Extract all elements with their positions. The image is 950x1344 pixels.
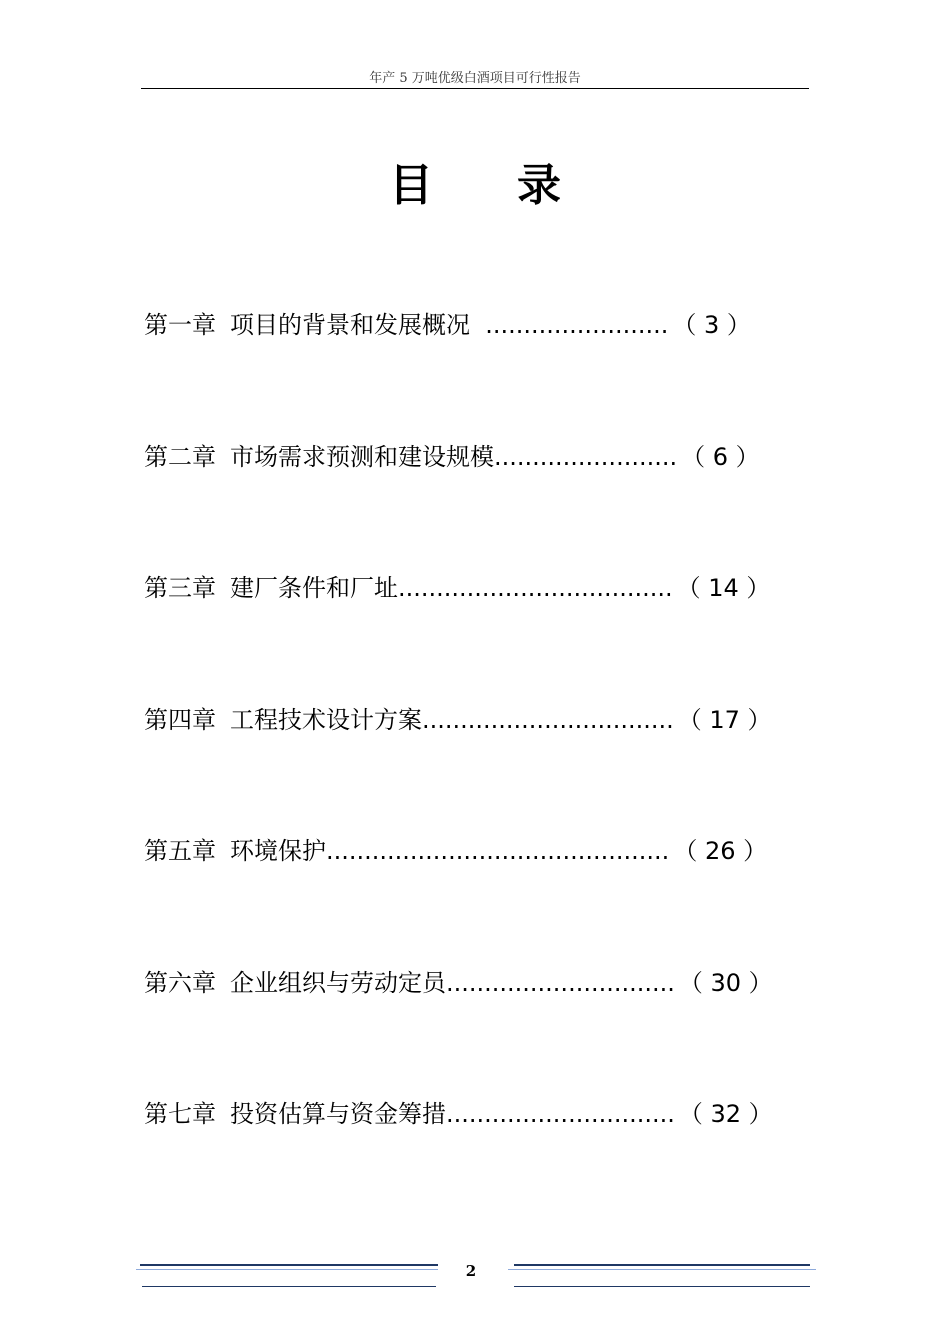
toc-chapter: 第四章 — [144, 706, 216, 734]
toc-entry-title: 环境保护 — [230, 837, 326, 865]
toc-leader: .............................. — [446, 1100, 675, 1128]
toc-entry-5[interactable] — [144, 835, 767, 867]
toc-chapter: 第三章 — [144, 574, 216, 602]
toc-page-number: （ 14 ） — [676, 574, 771, 602]
toc-entry-title: 项目的背景和发展概况 — [230, 311, 470, 339]
toc-entry-2[interactable] — [144, 441, 760, 473]
toc-page-number: （ 26 ） — [673, 837, 768, 865]
toc-page-number: （ 30 ） — [678, 969, 773, 997]
footer-rule-left-shadow — [136, 1269, 438, 1270]
toc-chapter: 第五章 — [144, 837, 216, 865]
footer-rule-right-shadow — [508, 1269, 816, 1270]
toc-leader: .................................... — [398, 574, 673, 602]
toc-leader: ........................ — [470, 311, 669, 339]
toc-leader: ................................. — [422, 706, 674, 734]
toc-page-number: （ 32 ） — [678, 1100, 773, 1128]
toc-entry-1[interactable] — [144, 309, 751, 341]
toc-entry-7[interactable] — [144, 1098, 773, 1130]
running-header: 年产 5 万吨优级白酒项目可行性报告 — [369, 71, 581, 86]
toc-chapter: 第七章 — [144, 1100, 216, 1128]
footer-rule-left-top — [140, 1264, 438, 1266]
toc-page-number: （ 6 ） — [681, 443, 760, 471]
toc-entry-title: 投资估算与资金筹措 — [230, 1100, 446, 1128]
toc-chapter: 第六章 — [144, 969, 216, 997]
header-rule — [141, 88, 809, 89]
toc-entry-6[interactable] — [144, 967, 773, 999]
toc-chapter: 第一章 — [144, 311, 216, 339]
toc-page-number: （ 17 ） — [677, 706, 772, 734]
toc-title: 目录 — [389, 160, 645, 211]
page-number: 2 — [465, 1262, 477, 1280]
toc-entry-title: 建厂条件和厂址 — [230, 574, 398, 602]
toc-entry-title: 企业组织与劳动定员 — [230, 969, 446, 997]
footer-rule-left-bottom — [142, 1286, 436, 1287]
toc-page-number: （ 3 ） — [672, 311, 751, 339]
toc-leader: ........................ — [494, 443, 678, 471]
footer-rule-right-top — [514, 1264, 810, 1266]
toc-entry-title: 工程技术设计方案 — [230, 706, 422, 734]
page-footer — [136, 1262, 816, 1292]
footer-rule-right-bottom — [514, 1286, 810, 1287]
toc-entry-3[interactable] — [144, 572, 770, 604]
toc-leader: ............................................. — [326, 837, 670, 865]
toc-leader: .............................. — [446, 969, 675, 997]
toc-entry-4[interactable] — [144, 704, 772, 736]
toc-entry-title: 市场需求预测和建设规模 — [230, 443, 494, 471]
toc-chapter: 第二章 — [144, 443, 216, 471]
